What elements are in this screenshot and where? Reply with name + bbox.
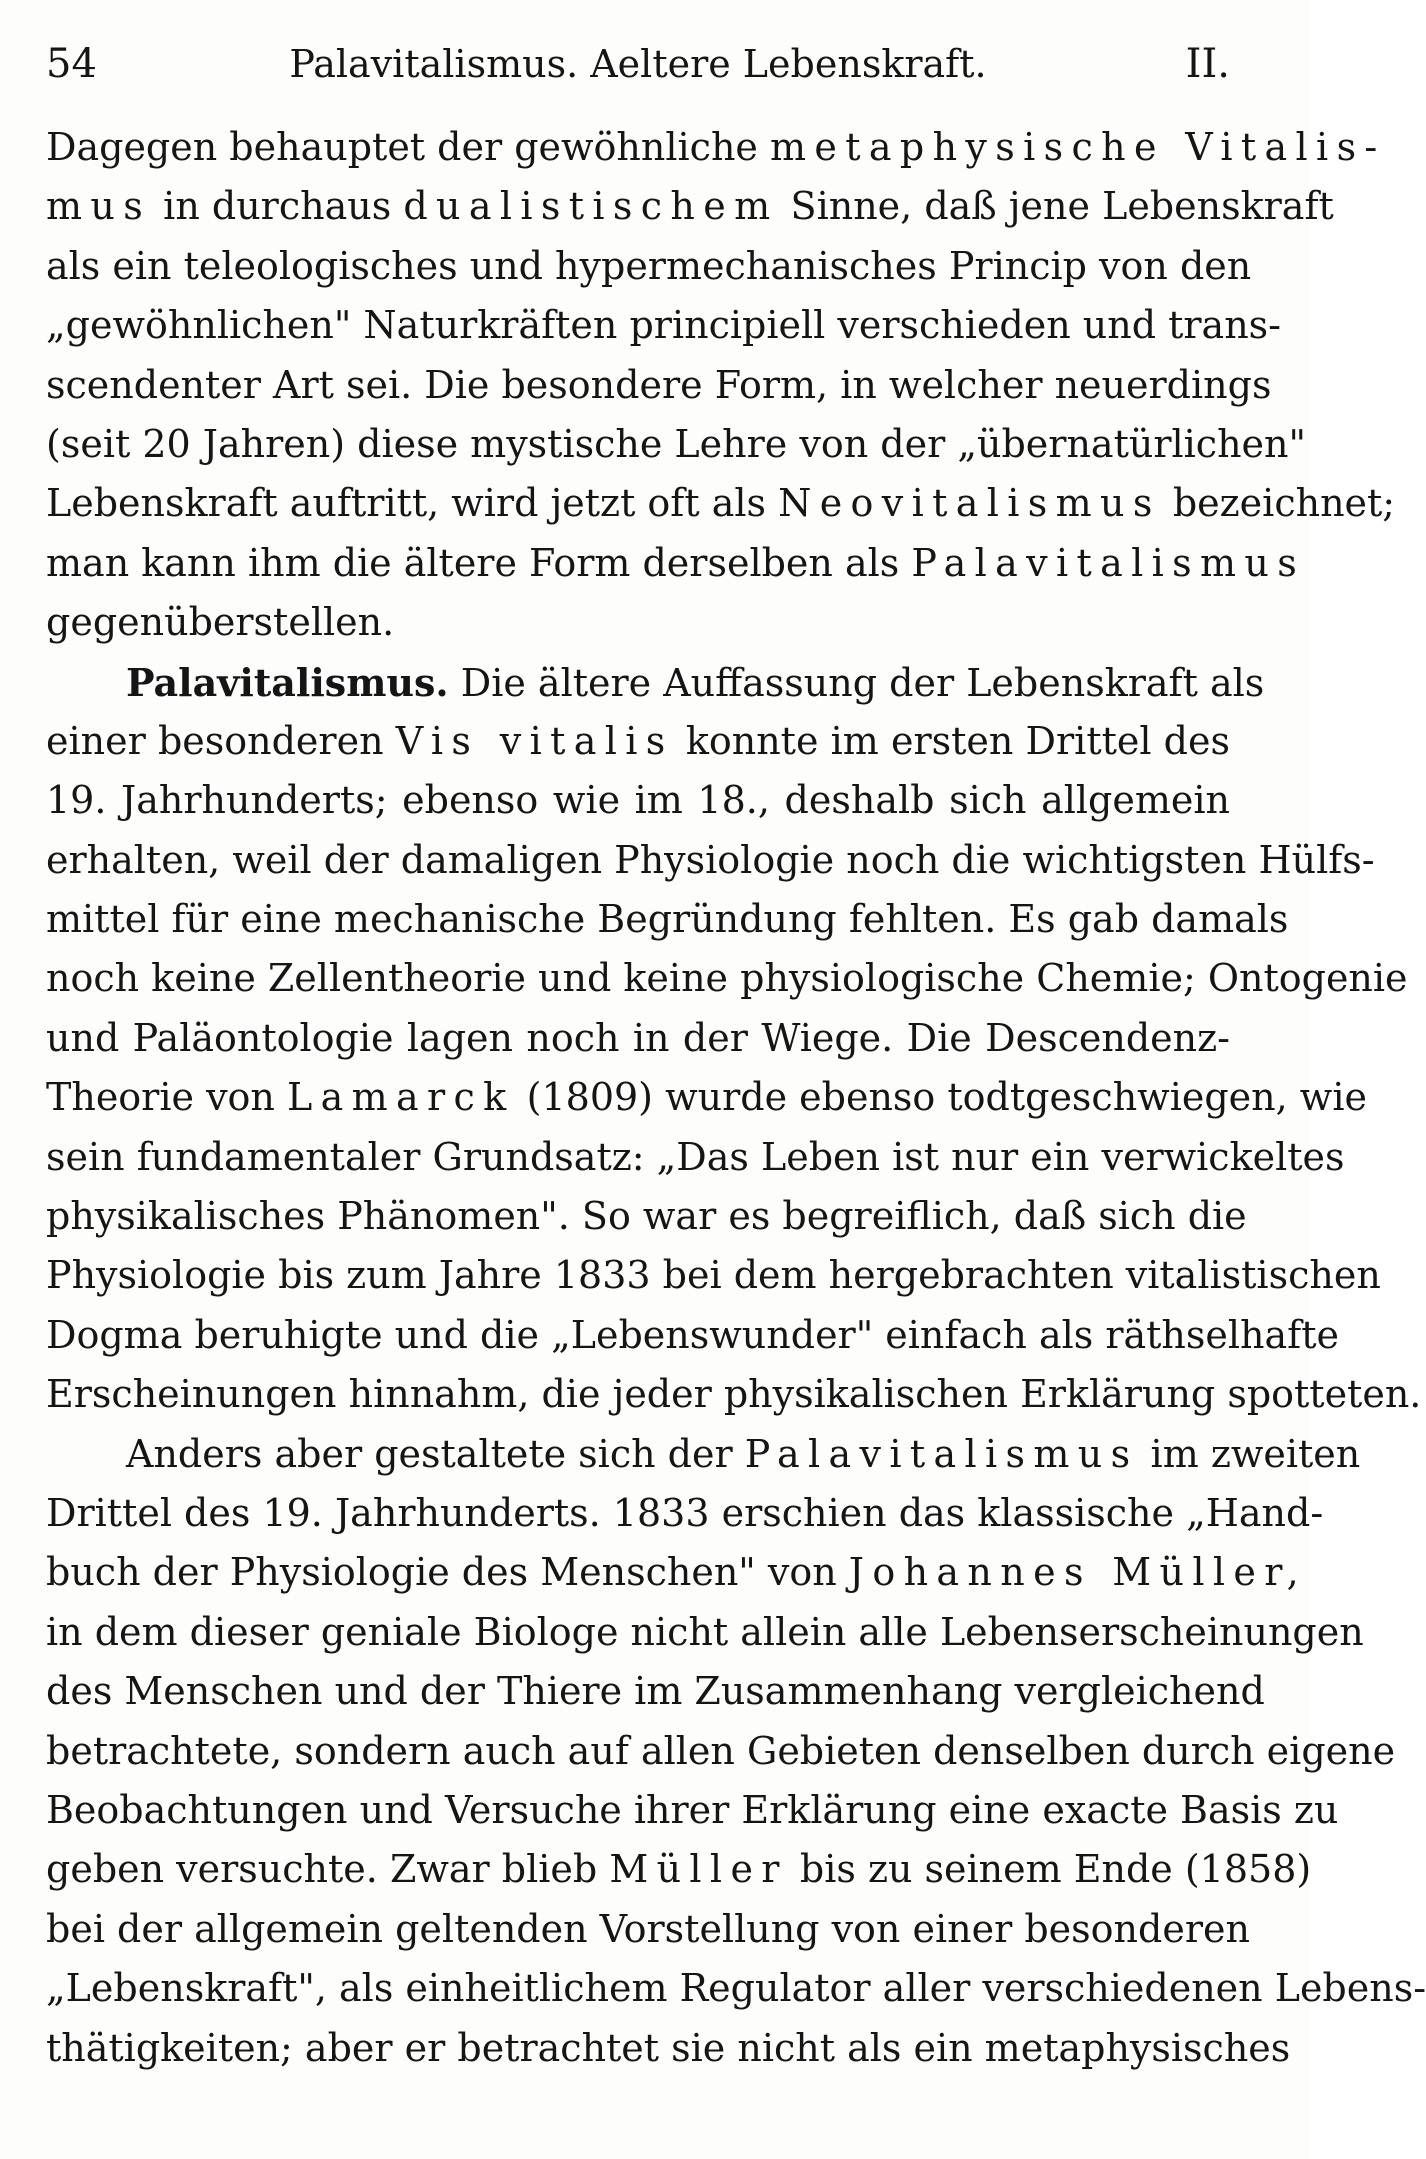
text-segment: mittel für eine mechanische Begründung fehlten. Es gab damals [46, 897, 1289, 942]
text-line [46, 534, 1306, 593]
text-line [46, 1306, 1340, 1365]
running-head [46, 34, 1230, 94]
running-title: Palavitalismus. Aeltere Lebenskraft. [289, 42, 987, 86]
text-segment: Die ältere Auffassung der Lebenskraft als [448, 660, 1265, 705]
text-segment: „gewöhnlichen" Naturkräften principiell verschieden und trans- [46, 303, 1282, 348]
emphasized-text: Vis vitalis [395, 718, 674, 763]
page-number: 54 [46, 41, 97, 87]
text-segment: sein fundamentaler Grundsatz: „Das Leben ist nur ein verwickeltes [46, 1134, 1345, 1179]
text-line [46, 1128, 1345, 1187]
text-segment: Erscheinungen hinnahm, die jeder physikalischen Erklärung spotteten. [46, 1372, 1422, 1417]
text-segment: betrachtete, sondern auch auf allen Gebieten denselben durch eigene [46, 1728, 1396, 1773]
text-line [46, 1484, 1324, 1543]
text-line [46, 771, 1230, 830]
text-segment: man kann ihm die ältere Form derselben als [46, 540, 912, 585]
emphasized-text: Müller [609, 1847, 788, 1892]
text-segment: scendenter Art sei. Die besondere Form, in welcher neuerdings [46, 362, 1272, 407]
text-segment: konnte im ersten Drittel des [673, 718, 1230, 763]
text-line [46, 296, 1282, 355]
text-line [46, 890, 1289, 949]
text-segment: in durchaus [151, 184, 404, 229]
text-line [46, 1246, 1381, 1305]
text-segment: des Menschen und der Thiere im Zusammenhang vergleichend [46, 1669, 1265, 1714]
text-line [46, 1722, 1396, 1781]
text-segment: in dem dieser geniale Biologe nicht allein alle Lebenserscheinungen [46, 1609, 1364, 1654]
text-segment: und Paläontologie lagen noch in der Wiege. Die Descendenz- [46, 1015, 1230, 1060]
text-segment: buch der Physiologie des Menschen" von [46, 1550, 849, 1595]
text-line [46, 474, 1396, 533]
text-segment: (seit 20 Jahren) diese mystische Lehre von der „übernatürlichen" [46, 421, 1306, 466]
text-line [46, 831, 1375, 890]
text-segment: Dagegen behauptet der gewöhnliche [46, 125, 771, 169]
text-line [46, 415, 1306, 474]
text-line [46, 1543, 1308, 1602]
text-segment: Dogma beruhigte und die „Lebenswunder" einfach als räthselhafte [46, 1312, 1340, 1357]
text-line [46, 1662, 1265, 1721]
text-line [46, 653, 1265, 712]
text-line [46, 1781, 1339, 1840]
text-segment: bezeichnet; [1160, 481, 1396, 526]
text-segment: als ein teleologisches und hypermechanisches Princip von den [46, 243, 1252, 288]
text-segment: „Lebenskraft", als einheitlichem Regulator aller verschiedenen Lebens- [46, 1966, 1426, 2011]
text-line [46, 712, 1230, 771]
text-line [46, 118, 1386, 177]
text-line [46, 1425, 1361, 1484]
text-line [46, 1603, 1364, 1662]
emphasized-text: Lamarck [286, 1075, 515, 1120]
text-line [46, 593, 1230, 652]
text-line [46, 1068, 1367, 1127]
emphasized-text: metaphysische Vitalis- [770, 125, 1386, 169]
text-line [46, 356, 1272, 415]
text-segment: Physiologie bis zum Jahre 1833 bei dem hergebrachten vitalistischen [46, 1253, 1381, 1298]
text-segment: erhalten, weil der damaligen Physiologie noch die wichtigsten Hülfs- [46, 837, 1375, 882]
emphasized-text: Palavitalismus [911, 540, 1306, 585]
emphasized-text: Palavitalismus [744, 1431, 1139, 1476]
text-segment: Lebenskraft auftritt, wird jetzt oft als [46, 481, 779, 526]
text-line [46, 1840, 1312, 1899]
text-segment: (1809) wurde ebenso todtgeschwiegen, wie [514, 1075, 1367, 1120]
section-heading: Palavitalismus. [126, 659, 449, 705]
text-line [46, 1009, 1230, 1068]
text-line [46, 1900, 1250, 1959]
text-line [46, 177, 1334, 236]
emphasized-text: mus [46, 184, 152, 229]
text-segment: Theorie von [46, 1075, 287, 1120]
text-segment: Sinne, daß jene Lebenskraft [778, 184, 1334, 229]
text-segment: geben versuchte. Zwar blieb [46, 1847, 610, 1892]
text-segment: im zweiten [1138, 1431, 1361, 1476]
text-segment: physikalisches Phänomen". So war es begreiflich, daß sich die [46, 1194, 1247, 1239]
text-line [46, 1187, 1247, 1246]
text-segment: bis zu seinem Ende (1858) [787, 1847, 1312, 1892]
text-line [46, 1959, 1426, 2018]
text-segment: gegenüberstellen. [46, 600, 395, 645]
emphasized-text: Johannes Müller, [848, 1550, 1308, 1595]
emphasized-text: dualistischem [403, 184, 779, 229]
text-line [46, 2019, 1291, 2078]
text-segment: einer besonderen [46, 718, 396, 763]
text-line [46, 1365, 1422, 1424]
body-text [46, 118, 1426, 2078]
text-segment: Anders aber gestaltete sich der [126, 1431, 745, 1476]
text-segment: thätigkeiten; aber er betrachtet sie nicht als ein metaphysisches [46, 2025, 1291, 2070]
text-segment: noch keine Zellentheorie und keine physiologische Chemie; Ontogenie [46, 956, 1408, 1001]
text-segment: 19. Jahrhunderts; ebenso wie im 18., deshalb sich allgemein [46, 778, 1230, 823]
emphasized-text: Neovitalismus [778, 481, 1161, 526]
text-line [46, 949, 1408, 1008]
chapter-number: II. [1185, 41, 1230, 87]
text-segment: Drittel des 19. Jahrhunderts. 1833 erschien das klassische „Hand- [46, 1490, 1324, 1535]
text-line [46, 237, 1252, 296]
text-segment: bei der allgemein geltenden Vorstellung von einer besonderen [46, 1906, 1250, 1951]
text-segment: Beobachtungen und Versuche ihrer Erklärung eine exacte Basis zu [46, 1787, 1339, 1832]
